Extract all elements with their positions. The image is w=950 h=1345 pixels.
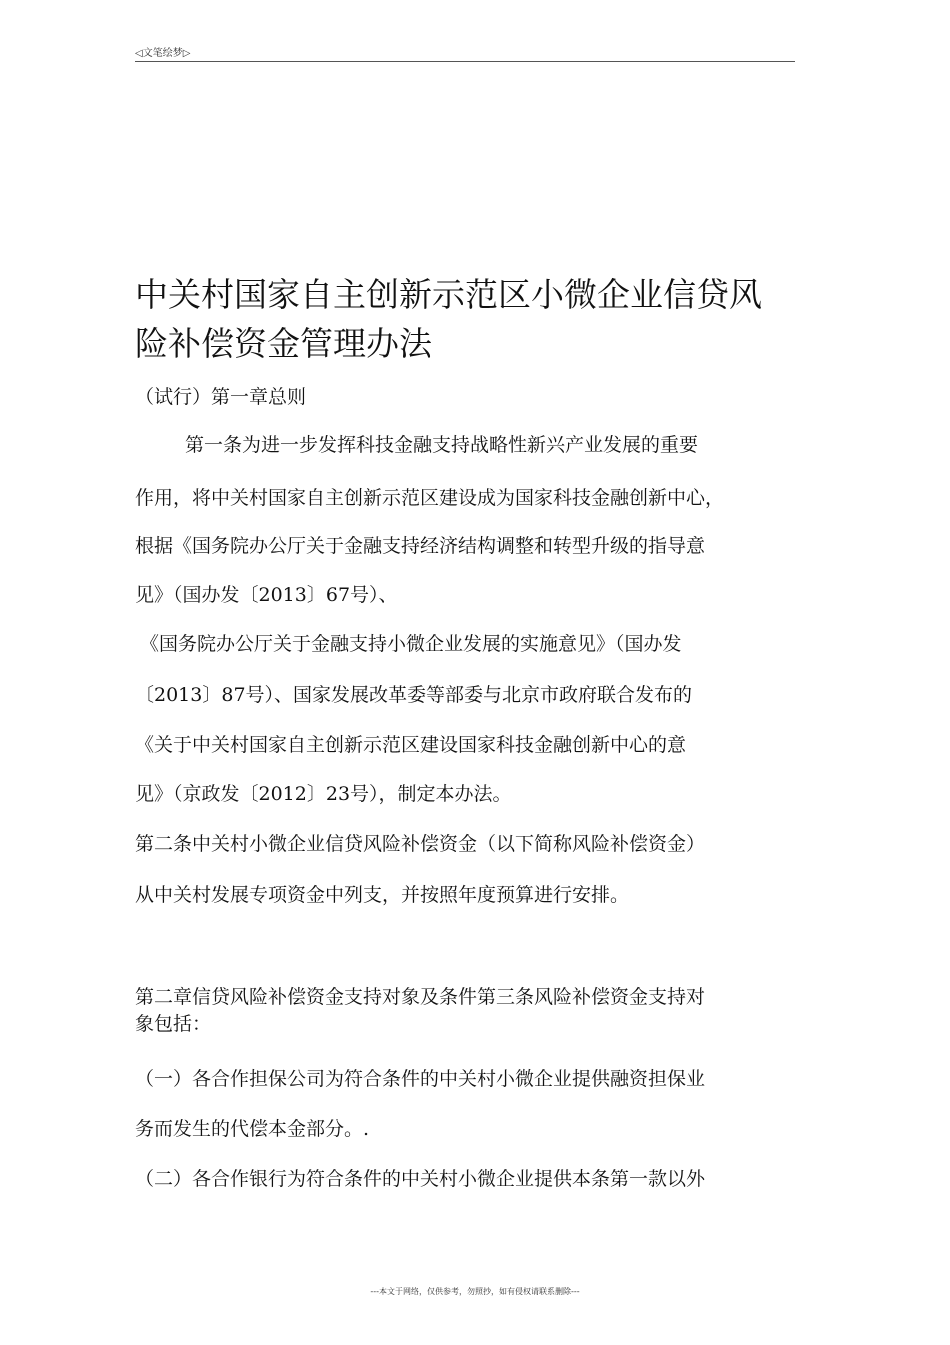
item2-line: （二）各合作银行为符合条件的中关村小微企业提供本条第一款以外 (135, 1168, 706, 1190)
chapter2-line: 第二章信贷风险补偿资金支持对象及条件第三条风险补偿资金支持对 (135, 986, 706, 1008)
header-divider (135, 61, 795, 62)
page-header: ◁文笔绘梦▷ (135, 48, 191, 59)
title-line-2: 险补偿资金管理办法 (135, 324, 432, 363)
subtitle: （试行）第一章总则 (135, 386, 307, 408)
article1-line: 〔2013〕87号）、国家发展改革委等部委与北京市政府联合发布的 (135, 684, 693, 706)
article1-line: 《关于中关村国家自主创新示范区建设国家科技金融创新中心的意 (135, 734, 687, 756)
title-line-1: 中关村国家自主创新示范区小微企业信贷风 (135, 275, 762, 314)
article1-line: 见》（国办发〔2013〕67号）、 (135, 584, 398, 606)
item1-line: （一）各合作担保公司为符合条件的中关村小微企业提供融资担保业 (135, 1068, 706, 1090)
article2-line: 第二条中关村小微企业信贷风险补偿资金（以下简称风险补偿资金） (135, 833, 706, 855)
chapter2-line: 象包括： (135, 1013, 212, 1035)
article1-line: 根据《国务院办公厅关于金融支持经济结构调整和转型升级的指导意 (135, 535, 706, 557)
article1-line: 《国务院办公厅关于金融支持小微企业发展的实施意见》（国办发 (140, 633, 682, 655)
article1-line: 第一条为进一步发挥科技金融支持战略性新兴产业发展的重要 (185, 434, 699, 456)
article1-line: 作用，将中关村国家自主创新示范区建设成为国家科技金融创新中心， (135, 487, 725, 509)
page-footer: ---本文于网络，仅供参考，勿照抄，如有侵权请联系删除--- (370, 1287, 580, 1296)
article2-line: 从中关村发展专项资金中列支，并按照年度预算进行安排。 (135, 884, 630, 906)
article1-line: 见》（京政发〔2012〕23号），制定本办法。 (135, 783, 512, 805)
item1-line: 务而发生的代偿本金部分。. (135, 1118, 370, 1140)
document-title (135, 270, 815, 368)
